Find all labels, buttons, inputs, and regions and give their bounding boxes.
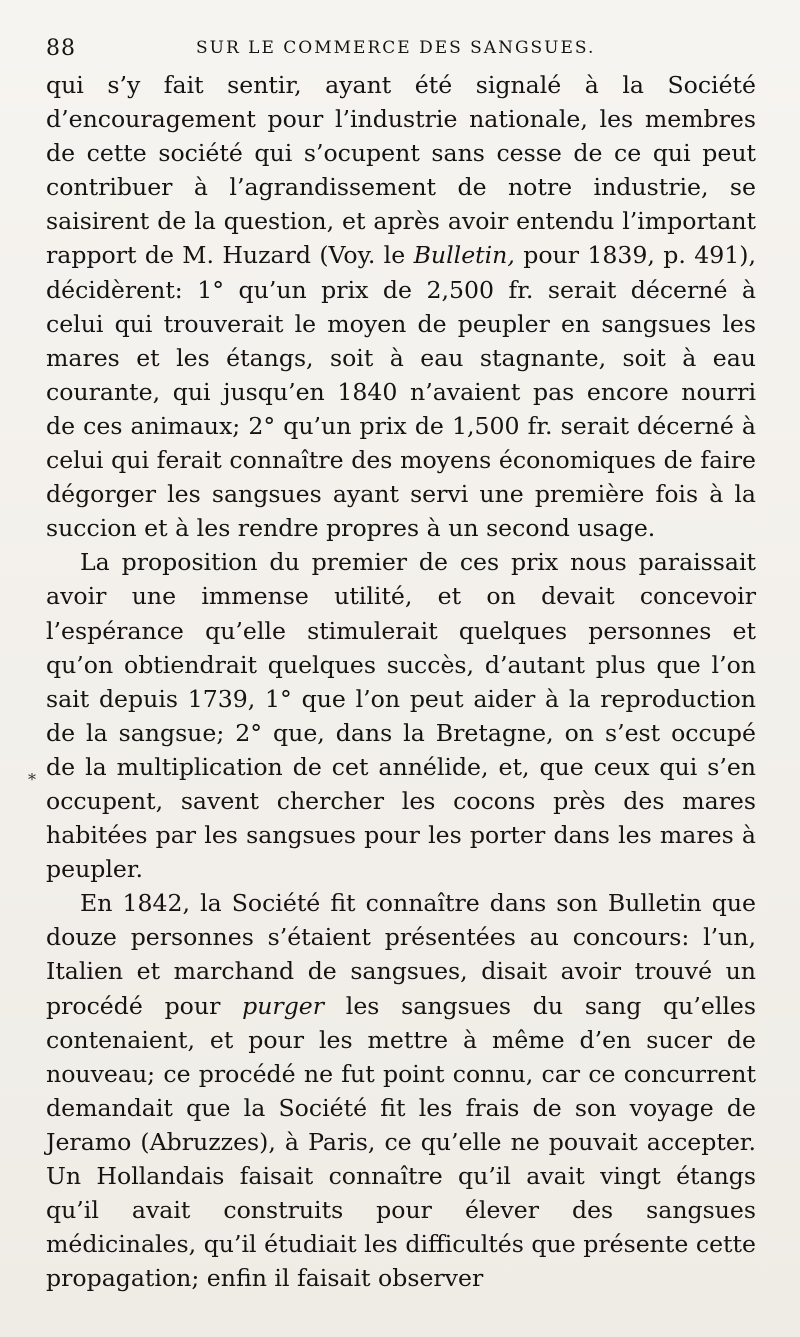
running-head bbox=[46, 28, 756, 68]
paragraph-1-text-a: qui s’y fait sentir, ayant été signalé à la Société d’encouragement pour l’industrie nationale, les membres de cette société qui s’ocupent sans cesse de ce qui peut contribuer à l’agrandissement de notre industrie, se saisirent de la question, et après avoir entendu l’important rapport de M. Huzard (Voy. le bbox=[46, 71, 756, 270]
paragraph-3-text-b: les sangsues du sang qu’elles contenaient, et pour les mettre à même d’en sucer de nouveau; ce procédé ne fut point connu, car ce concurrent demandait que la Société fit les frais de son voyage de Jeramo (Abruzzes), à Paris, ce qu’elle ne pouvait accepter. Un Hollandais faisait connaître qu’il avait vingt étangs qu’il avait construits pour élever des sangsues médicinales, qu’il étudiait les difficultés que présente cette propagation; enfin il faisait observer bbox=[46, 991, 756, 1293]
body-text bbox=[46, 68, 756, 1295]
page-number: 88 bbox=[46, 36, 76, 61]
paragraph-2: La proposition du premier de ces prix nous paraissait avoir une immense utilité, et on devait concevoir l’espérance qu’elle stimulerait quelques personnes et qu’on obtiendrait quelques succès, d’autant plus que l’on sait depuis 1739, 1° que l’on peut aider à la reproduction de la sangsue; 2° que, dans la Bretagne, on s’est occupé de la multiplication de cet annélide, et, que ceux qui s’en occupent, savent chercher les cocons près des mares habitées par les sangsues pour les porter dans les mares à peupler. bbox=[46, 548, 756, 884]
paragraph-1 bbox=[46, 68, 756, 545]
margin-mark: * bbox=[28, 770, 36, 789]
paragraph-3-text-a: En 1842, la Société fit connaître dans son Bulletin que douze personnes s’étaient présentées au concours: l’un, Italien et marchand de sangsues, disait avoir trouvé un procédé pour bbox=[46, 889, 756, 1020]
paragraph-3 bbox=[46, 886, 756, 1295]
purger-italic: purger bbox=[242, 991, 325, 1020]
bulletin-italic: Bulletin, bbox=[413, 241, 515, 270]
running-title: SUR LE COMMERCE DES SANGSUES. bbox=[196, 38, 596, 58]
paragraph-1-text-b: pour 1839, p. 491), décidèrent: 1° qu’un prix de 2,500 fr. serait décerné à celui qui trouverait le moyen de peupler en sangsues les mares et les étangs, soit à eau stagnante, soit à eau courante, qui jusqu’en 1840 n’avaient pas encore nourri de ces animaux; 2° qu’un prix de 1,500 fr. serait décerné à celui qui ferait connaître des moyens économiques de faire dégorger les sangsues ayant servi une première fois à la succion et à les rendre propres à un second usage. bbox=[46, 241, 756, 543]
